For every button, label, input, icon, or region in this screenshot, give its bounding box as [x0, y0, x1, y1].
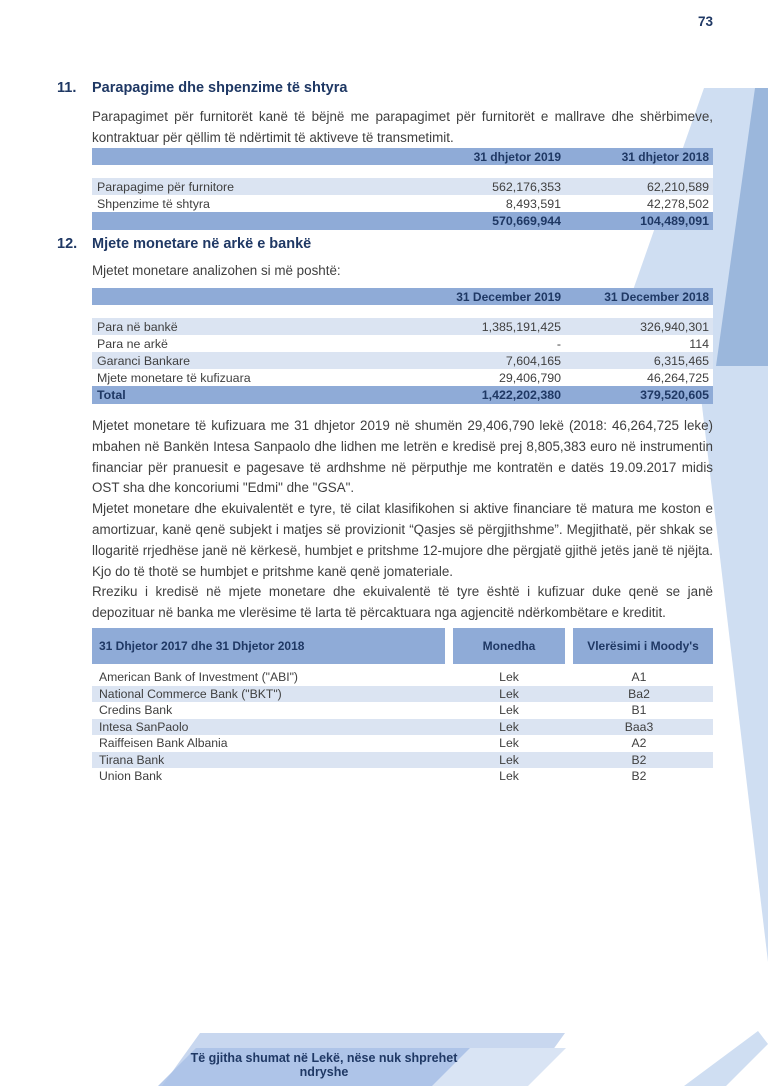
total-2019: 1,422,202,380	[481, 388, 561, 402]
bank-rating: B1	[631, 703, 647, 718]
value-2019: 7,604,165	[505, 353, 561, 368]
prepayments-table-header-row	[92, 148, 713, 165]
bank-row	[92, 752, 713, 769]
section-12-paragraphs	[92, 416, 713, 624]
table-row	[92, 335, 713, 352]
cash-table-header-row	[92, 288, 713, 305]
bank-currency: Lek	[499, 719, 519, 734]
col-2018-header: 31 dhjetor 2018	[621, 149, 709, 164]
bank-currency: Lek	[499, 670, 519, 685]
row-label: Garanci Bankare	[97, 353, 190, 368]
column-separator	[445, 628, 453, 664]
bank-name: Intesa SanPaolo	[99, 719, 189, 734]
total-2018: 379,520,605	[640, 388, 709, 402]
bank-currency: Lek	[499, 736, 519, 751]
value-2018: 42,278,502	[646, 196, 709, 211]
col-2019-header: 31 dhjetor 2019	[473, 149, 561, 164]
bank-row	[92, 768, 713, 785]
section-12-intro: Mjetet monetare analizohen si më poshtë:	[92, 263, 341, 278]
value-2019: 1,385,191,425	[481, 319, 561, 334]
bank-name: Raiffeisen Bank Albania	[99, 736, 228, 751]
value-2018: 114	[689, 336, 709, 351]
value-2018: 62,210,589	[646, 179, 709, 194]
total-2019: 570,669,944	[492, 214, 561, 228]
bank-currency: Lek	[499, 752, 519, 767]
table-row	[92, 178, 713, 195]
value-2018: 46,264,725	[646, 370, 709, 385]
bank-name: Tirana Bank	[99, 752, 165, 767]
bank-ratings-table	[92, 628, 713, 785]
section-11-number: 11.	[57, 80, 77, 96]
banks-column-header: 31 Dhjetor 2017 dhe 31 Dhjetor 2018	[92, 628, 445, 664]
section-12-title: Mjete monetare në arkë e bankë	[92, 236, 312, 252]
bank-name: National Commerce Bank ("BKT")	[99, 686, 282, 701]
paragraph: Mjetet monetare të kufizuara me 31 dhjetor 2019 në shumën 29,406,790 lekë (2018: 46,264,725 leke) mbahen në Bankën Intesa Sanpaolo dhe lidhen me letrën e kredisë prej 8,805,383 euro në instrumentin financiar për pranuesit e pagesave të ardhshme në përputhje me kontratën e datës 19.09.2017 midis OST sha dhe koncoriumi "Edmi" dhe "GSA".	[92, 418, 713, 496]
paragraph: Rreziku i kredisë në mjete monetare dhe ekuivalentë të tyre është i kufizuar duke qenë se janë depozituar në banka me vlerësime të larta të përcaktuara nga agjencitë ndërkombëtare e kreditit.	[92, 584, 713, 621]
col-2018-header: 31 December 2018	[604, 289, 709, 304]
table-spacer-row	[92, 305, 713, 318]
bank-row	[92, 702, 713, 719]
section-12-number: 12.	[57, 236, 78, 252]
table-total-row	[92, 212, 713, 230]
cash-table	[92, 288, 713, 404]
value-2018: 6,315,465	[653, 353, 709, 368]
bank-rating: A2	[631, 736, 647, 751]
table-row	[92, 195, 713, 212]
bank-currency: Lek	[499, 703, 519, 718]
bank-rating: Ba2	[628, 686, 650, 701]
column-separator	[565, 628, 573, 664]
section-11-heading	[57, 80, 713, 96]
value-2018: 326,940,301	[640, 319, 709, 334]
bank-currency: Lek	[499, 686, 519, 701]
table-row	[92, 352, 713, 369]
col-2019-header: 31 December 2019	[456, 289, 561, 304]
value-2019: 562,176,353	[492, 179, 561, 194]
table-spacer-row	[92, 165, 713, 178]
bank-rating: A1	[631, 670, 647, 685]
currency-column-header: Monedha	[453, 628, 565, 664]
row-label: Parapagime për furnitore	[97, 179, 235, 194]
bank-rating: B2	[631, 769, 647, 784]
bank-name: Union Bank	[99, 769, 163, 784]
bank-currency: Lek	[499, 769, 519, 784]
row-label: Para në bankë	[97, 319, 178, 334]
bank-name: Credins Bank	[99, 703, 173, 718]
bank-row	[92, 669, 713, 686]
total-2018: 104,489,091	[640, 214, 709, 228]
total-label: Total	[97, 388, 126, 402]
section-12-heading	[57, 236, 713, 252]
bank-row	[92, 735, 713, 752]
row-label: Shpenzime të shtyra	[97, 196, 210, 211]
bank-row	[92, 686, 713, 703]
bank-name: American Bank of Investment ("ABI")	[99, 670, 298, 685]
bank-ratings-header-row	[92, 628, 713, 664]
value-2019: 29,406,790	[498, 370, 561, 385]
prepayments-table	[92, 148, 713, 230]
table-row	[92, 369, 713, 386]
footer-note: Të gjitha shumat në Lekë, nëse nuk shprehet ndryshe	[190, 1051, 458, 1079]
section-11-title: Parapagime dhe shpenzime të shtyra	[92, 80, 348, 96]
rating-column-header: Vlerësimi i Moody's	[573, 628, 713, 664]
section-11-intro: Parapagimet për furnitorët kanë të bëjnë me parapagimet për furnitorët e mallrave dhe shërbimeve, kontraktuar për qëllim të ndërtimit të aktiveve të transmetimit.	[92, 109, 713, 145]
page-number: 73	[697, 14, 713, 29]
paragraph: Mjetet monetare dhe ekuivalentët e tyre, të cilat klasifikohen si aktive financiare të matura me koston e amortizuar, kanë qenë subjekt i matjes së provizionit “Qasjes së përgjithshme”. Megjithatë, për shkak se llogaritë rrjedhëse janë në kërkesë, humbjet e pritshme 12-mujore dhe përgjatë gjithë jetës janë të njëjta. Kjo do të thotë se humbjet e pritshme kanë qenë jomateriale.	[92, 501, 713, 579]
table-total-row	[92, 386, 713, 404]
bank-rating: B2	[631, 752, 647, 767]
value-2019: 8,493,591	[505, 196, 561, 211]
row-label: Para ne arkë	[97, 336, 168, 351]
bank-rating: Baa3	[624, 719, 654, 734]
value-2019: -	[556, 336, 561, 351]
table-row	[92, 318, 713, 335]
row-label: Mjete monetare të kufizuara	[97, 370, 251, 385]
bank-row	[92, 719, 713, 736]
